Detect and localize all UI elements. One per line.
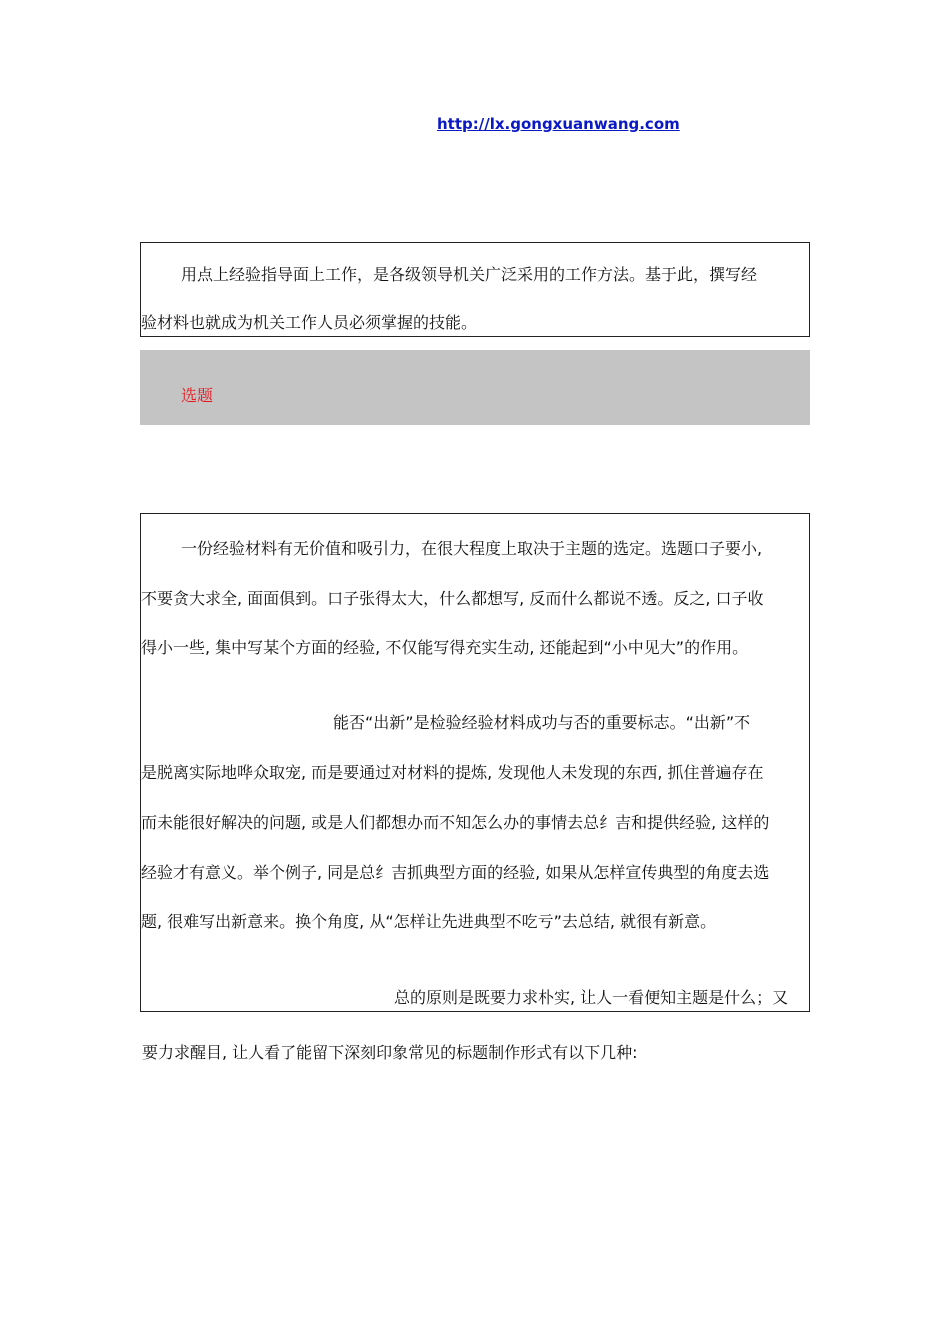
intro-box bbox=[140, 242, 810, 337]
para1-line-1: 一份经验材料有无价值和吸引力，在很大程度上取决于主题的选定。选题口子要小, bbox=[181, 539, 763, 558]
para1-line-3: 得小一些, 集中写某个方面的经验, 不仅能写得充实生动, 还能起到“小中见大”的作用。 bbox=[141, 638, 749, 657]
para2-line-4: 经验才有意义。举个例子, 同是总纟吉抓典型方面的经验, 如果从怎样宣传典型的角度去选 bbox=[141, 863, 770, 882]
para2-line-5: 题, 很难写出新意来。换个角度, 从“怎样让先进典型不吃亏”去总结, 就很有新意。 bbox=[141, 912, 717, 931]
para2-line-1: 能否“出新”是检验经验材料成功与否的重要标志。“出新”不 bbox=[333, 713, 751, 732]
para2-line-2: 是脱离实际地哗众取宠, 而是要通过对材料的提炼, 发现他人未发现的东西, 抓住普遍存在 bbox=[141, 763, 764, 782]
header-link[interactable]: http://lx.gongxuanwang.com bbox=[437, 115, 680, 133]
para1-line-2: 不要贪大求全, 面面俱到。口子张得太大，什么都想写, 反而什么都说不透。反之, 口子收 bbox=[141, 589, 764, 608]
para2-line-3: 而未能很好解决的问题, 或是人们都想办而不知怎么办的事情去总纟吉和提供经验, 这样的 bbox=[141, 813, 770, 832]
para3-line-1: 总的原则是既要力求朴实, 让人一看便知主题是什么；又 bbox=[394, 988, 789, 1007]
para3-line-2: 要力求醒目, 让人看了能留下深刻印象常见的标题制作形式有以下几种: bbox=[142, 1043, 638, 1062]
content-box bbox=[140, 513, 810, 1012]
intro-line-2: 验材料也就成为机关工作人员必须掌握的技能。 bbox=[141, 313, 478, 332]
intro-line-1: 用点上经验指导面上工作，是各级领导机关广泛采用的工作方法。基于此，撰写经 bbox=[181, 265, 758, 284]
section-title: 选题 bbox=[181, 386, 214, 405]
section-header bbox=[140, 350, 810, 425]
